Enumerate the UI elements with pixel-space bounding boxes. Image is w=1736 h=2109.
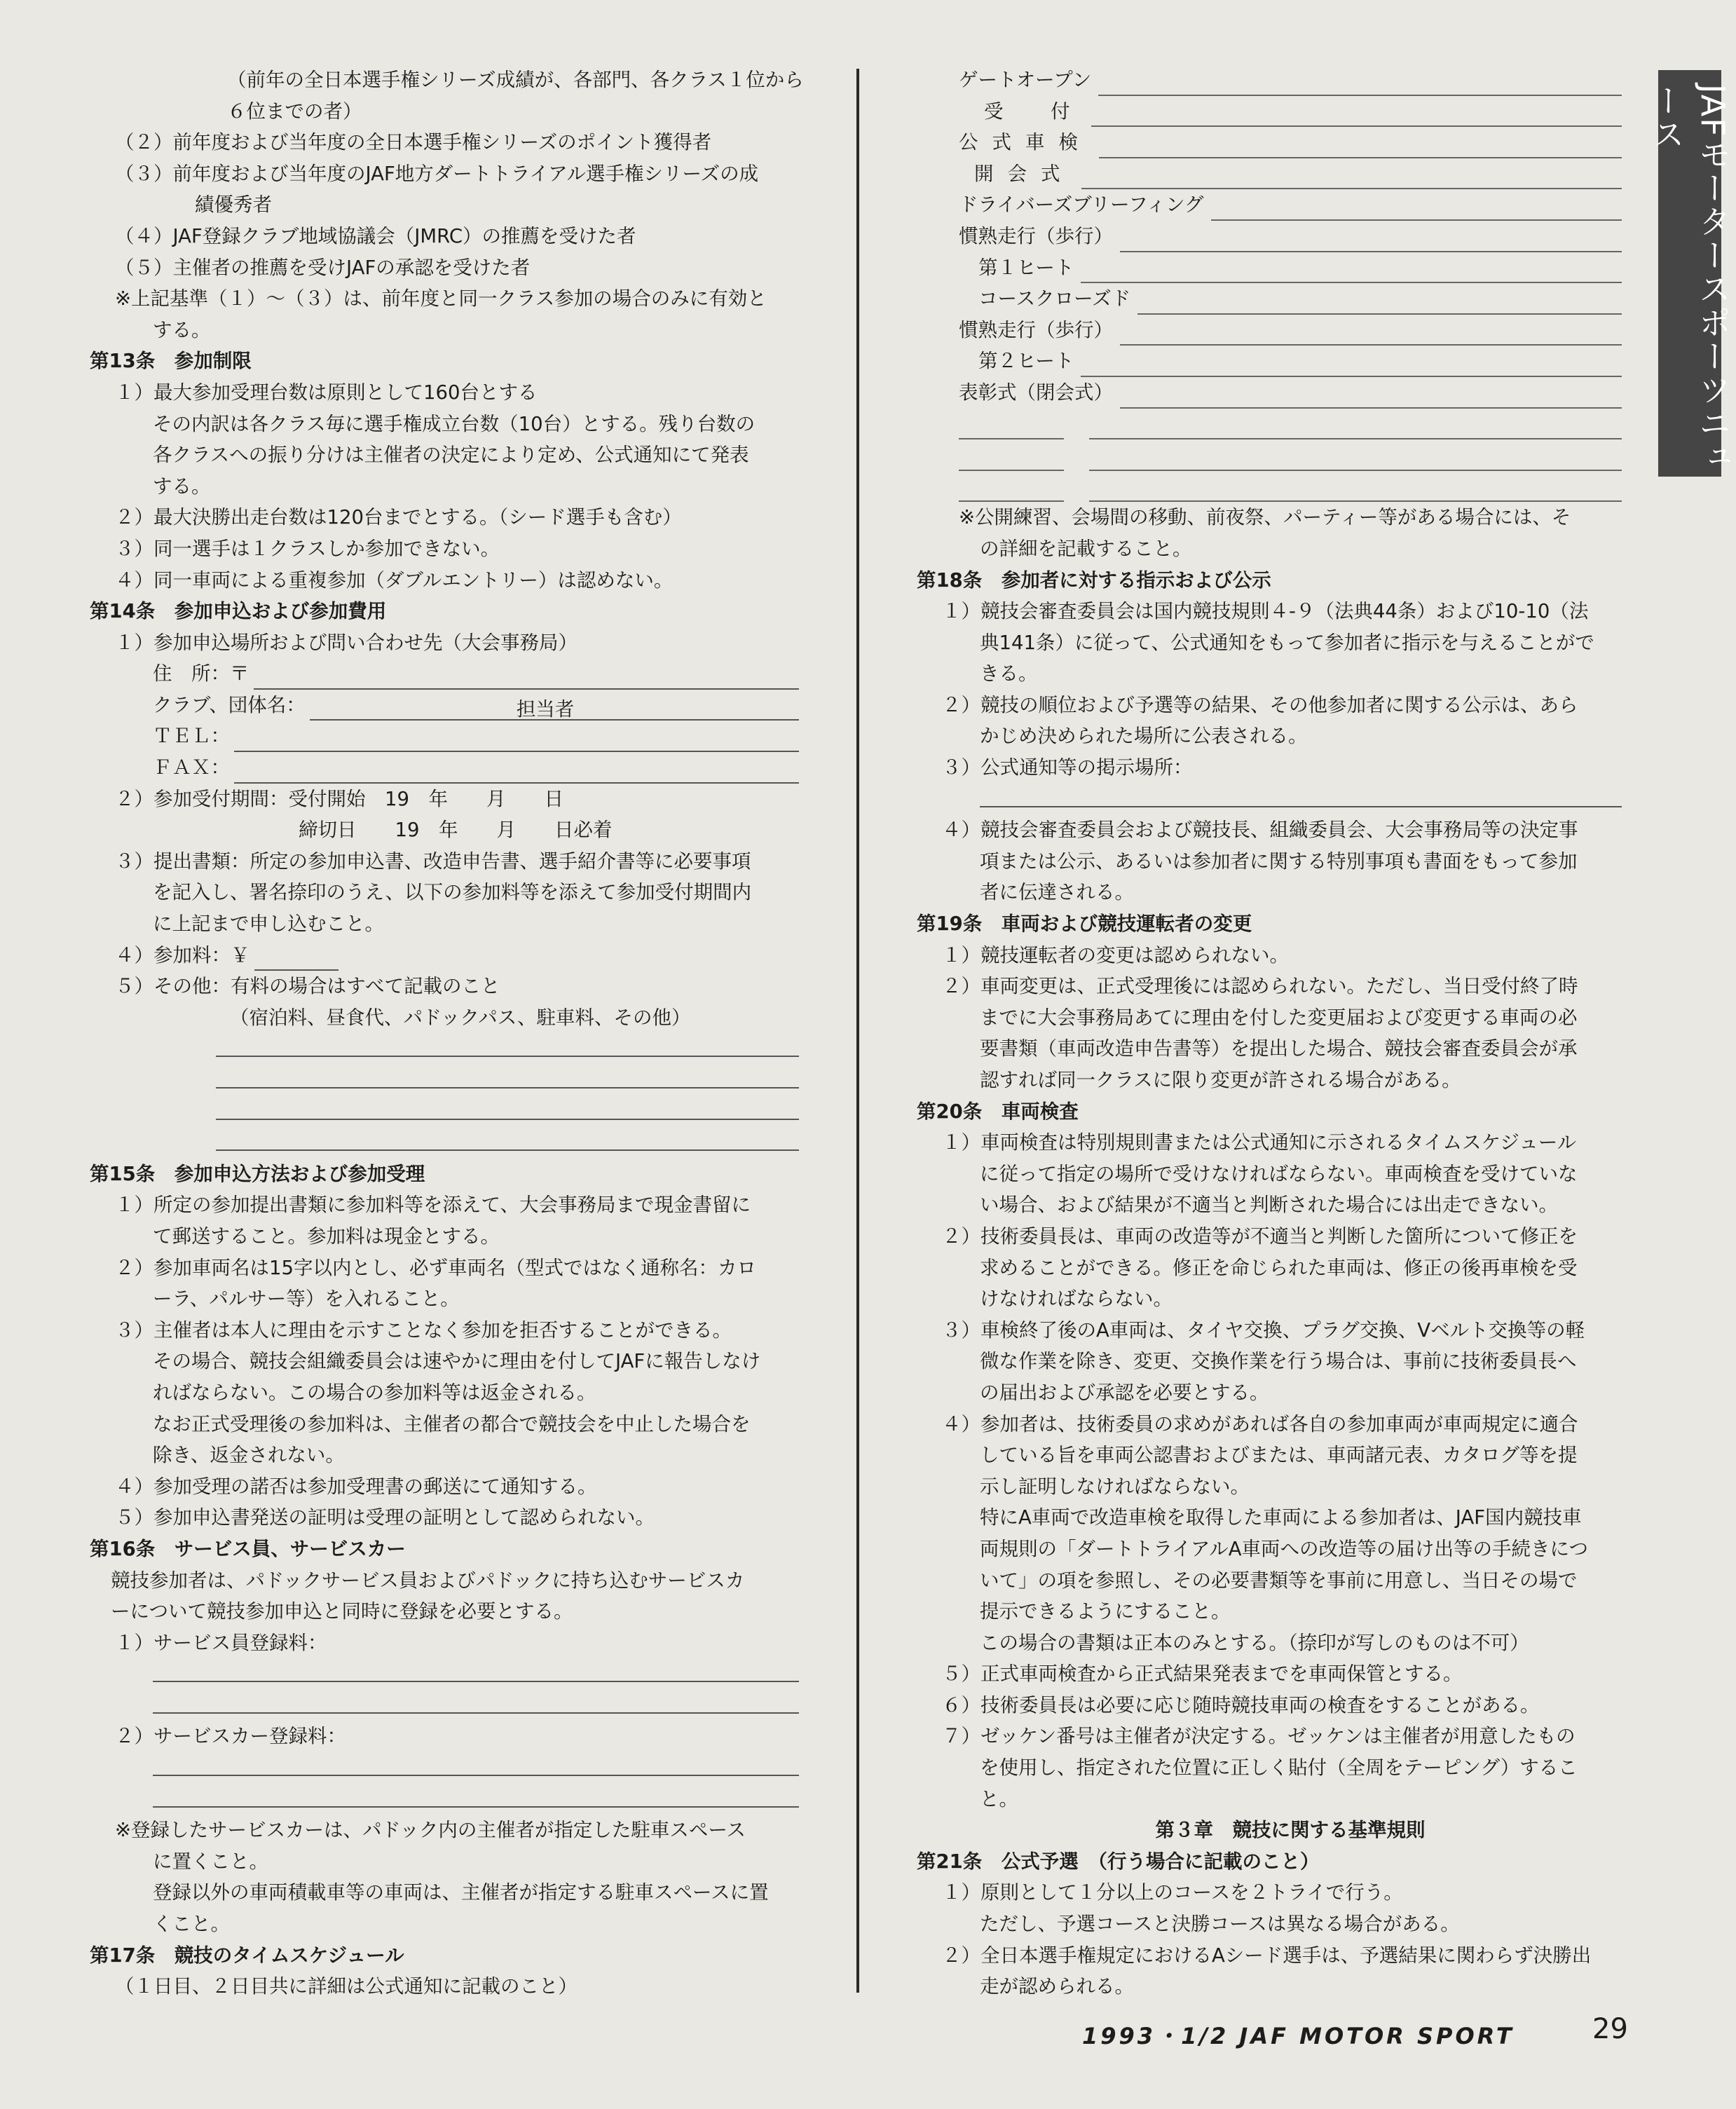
schedule-row[interactable] (917, 64, 1622, 96)
schedule-blank[interactable] (1099, 135, 1622, 158)
schedule-blank[interactable] (1081, 259, 1622, 283)
tel-label: ＴＥＬ： (153, 725, 230, 748)
text-line: ーについて競技参加申込と同時に登録を必要とする。 (111, 1600, 573, 1623)
schedule-row[interactable] (917, 409, 1622, 440)
text-line: 者に伝達される。 (980, 881, 1134, 904)
blank-line[interactable] (980, 784, 1622, 807)
fee-label: ４）参加料：￥ (115, 943, 250, 967)
schedule-row[interactable] (917, 439, 1622, 471)
text-line: （宿泊料、昼食代、パドックパス、駐車料、その他） (230, 1006, 691, 1029)
text-line: ればならない。この場合の参加料等は返金される。 (153, 1381, 596, 1404)
text-line: を使用し、指定された位置に正しく貼付（全周をテーピング）するこ (980, 1756, 1578, 1780)
text-line: ６位までの者） (227, 100, 362, 123)
text-line: に従って指定の場所で受けなければならない。車両検査を受けていな (980, 1162, 1578, 1185)
list-item: ３）同一選手は１クラスしか参加できない。 (115, 537, 500, 560)
club-field[interactable] (90, 690, 799, 721)
schedule-blank[interactable] (1089, 447, 1622, 471)
text-line: その場合、競技会組織委員会は速やかに理由を付してJAFに報告しなけ (153, 1350, 761, 1373)
text-line: 提示できるようにすること。 (980, 1600, 1231, 1623)
note: の詳細を記載すること。 (980, 537, 1192, 560)
list-item: ２）参加車両名は15字以内とし、必ず車両名（型式ではなく通称名：カロ (115, 1256, 756, 1279)
schedule-blank[interactable] (1091, 103, 1622, 127)
text-line: 微な作業を除き、変更、交換作業を行う場合は、事前に技術委員長へ (980, 1350, 1577, 1373)
schedule-item-blank[interactable] (959, 478, 1064, 502)
tel-field[interactable] (90, 721, 799, 752)
blank-line[interactable] (153, 1690, 799, 1714)
list-item: ５）その他：有料の場合はすべて記載のこと (115, 975, 500, 998)
chapter-heading: 第３章 競技に関する基準規則 (1155, 1819, 1426, 1842)
blank-line[interactable] (153, 1784, 799, 1808)
text-line: 績優秀者 (195, 193, 272, 217)
article-heading: 第15条 参加申込方法および参加受理 (90, 1162, 425, 1185)
fee-blank[interactable] (254, 947, 339, 971)
note: ※上記基準（１）〜（３）は、前年度と同一クラス参加の場合のみに有効と (115, 287, 767, 310)
list-item: （２）前年度および当年度の全日本選手権シリーズのポイント獲得者 (115, 131, 712, 154)
list-item: ３）主催者は本人に理由を示すことなく参加を拒否することができる。 (115, 1318, 732, 1342)
schedule-blank[interactable] (1211, 197, 1622, 221)
text-line: 除き、返金されない。 (153, 1444, 345, 1467)
list-item: １）原則として１分以上のコースを２トライで行う。 (942, 1881, 1403, 1904)
schedule-row[interactable] (917, 283, 1622, 315)
page-number: 29 (1592, 2013, 1628, 2045)
list-item: ２）全日本選手権規定におけるAシード選手は、予選結果に関わらず決勝出 (942, 1944, 1592, 1967)
right-column (917, 64, 1622, 2002)
blank-line[interactable] (216, 1096, 799, 1120)
text-line: 典141条）に従って、公式通知をもって参加者に指示を与えることがで (980, 631, 1594, 654)
article-heading: 第17条 競技のタイムスケジュール (90, 1944, 404, 1967)
list-item: ６）技術委員長は必要に応じ随時競技車両の検査をすることがある。 (942, 1693, 1540, 1716)
text-line: なお正式受理後の参加料は、主催者の都合で競技会を中止した場合を (153, 1412, 751, 1435)
schedule-row[interactable] (917, 346, 1622, 377)
list-item: ４）競技会審査委員会および競技長、組織委員会、大会事務局等の決定事 (942, 819, 1578, 842)
schedule-label: 慣熟走行（歩行） (959, 224, 1113, 247)
note: に置くこと。 (153, 1850, 268, 1873)
list-item: ７）ゼッケン番号は主催者が決定する。ゼッケンは主催者が用意したもの (942, 1725, 1576, 1748)
text-line: している旨を車両公認書およびまたは、車両諸元表、カタログ等を提 (980, 1444, 1578, 1467)
blank-line[interactable] (216, 1065, 799, 1088)
text-line: に上記まで申し込むこと。 (153, 913, 384, 936)
text-line: と。 (980, 1787, 1018, 1810)
schedule-blank[interactable] (1081, 165, 1622, 189)
schedule-blank[interactable] (1089, 478, 1622, 502)
text-line: 締切日 19 年 月 日必着 (299, 819, 613, 842)
list-item: ２）技術委員長は、車両の改造等が不適当と判断した箇所について修正を (942, 1224, 1578, 1248)
schedule-label: 公式車検 (959, 131, 1092, 154)
article-heading: 第21条 公式予選 （行う場合に記載のこと） (917, 1850, 1320, 1873)
article-heading: 第18条 参加者に対する指示および公示 (917, 568, 1271, 592)
list-item: ３）公式通知等の掲示場所： (942, 756, 1193, 779)
article-heading: 第20条 車両検査 (917, 1100, 1079, 1123)
schedule-label: 慣熟走行（歩行） (959, 318, 1113, 341)
schedule-label: コースクローズド (978, 287, 1131, 310)
schedule-blank[interactable] (1137, 291, 1622, 315)
schedule-row[interactable] (917, 377, 1622, 409)
blank-line[interactable] (216, 1033, 799, 1057)
text-line: 両規則の「ダートトライアルA車両への改造等の届け出等の手続きにつ (980, 1537, 1589, 1560)
note: ※公開練習、会場間の移動、前夜祭、パーティー等がある場合には、そ (959, 506, 1571, 529)
fax-blank[interactable] (234, 760, 799, 784)
text-line: ーラ、パルサー等）を入れること。 (153, 1288, 460, 1311)
schedule-label: ゲートオープン (959, 69, 1092, 91)
schedule-blank[interactable] (1120, 385, 1622, 409)
article-heading: 第14条 参加申込および参加費用 (90, 600, 387, 623)
list-item: ４）参加受理の諾否は参加受理書の郵送にて通知する。 (115, 1475, 597, 1498)
schedule-item-blank[interactable] (959, 447, 1064, 471)
text-line: けなければならない。 (980, 1288, 1173, 1311)
schedule-label: 第２ヒート (978, 350, 1074, 373)
list-item: ３）車検終了後のA車両は、タイヤ交換、プラグ交換、Vベルト交換等の軽 (942, 1318, 1585, 1342)
text-line: する。 (153, 475, 211, 498)
blank-line[interactable] (153, 1752, 799, 1776)
text-line: きる。 (980, 662, 1038, 685)
address-field[interactable] (90, 658, 799, 690)
text-line: を記入し、署名捺印のうえ、以下の参加料等を添えて参加受付期間内 (153, 881, 752, 904)
note: する。 (153, 318, 211, 341)
note: ※登録したサービスカーは、パドック内の主催者が指定した駐車スペース (115, 1819, 746, 1842)
magazine-footer: 1993・1/2 JAF MOTOR SPORT (1082, 2023, 1515, 2049)
schedule-blank[interactable] (1089, 416, 1622, 439)
schedule-row[interactable] (917, 221, 1622, 252)
text-line: （前年の全日本選手権シリーズ成績が、各部門、各クラス１位から (227, 69, 804, 91)
note: くこと。 (153, 1913, 230, 1936)
schedule-blank[interactable] (1098, 72, 1622, 96)
list-item: １）競技会審査委員会は国内競技規則４-９（法典44条）および10-10（法 (942, 600, 1589, 623)
list-item: ２）最大決勝出走台数は120台までとする。（シード選手も含む） (115, 506, 682, 529)
fax-field[interactable] (90, 752, 799, 784)
list-item: １）競技運転者の変更は認められない。 (942, 943, 1289, 967)
schedule-label: 表彰式（閉会式） (959, 381, 1113, 404)
club-label: クラブ、団体名： (153, 693, 306, 716)
text-line: その内訳は各クラス毎に選手権成立台数（10台）とする。残り台数の (153, 412, 756, 435)
staff-label: 担当者 (516, 697, 575, 721)
text-line: て郵送すること。参加料は現金とする。 (153, 1224, 500, 1248)
list-item: （４）JAF登録クラブ地域協議会（JMRC）の推薦を受けた者 (115, 224, 636, 247)
text-line: 競技参加者は、パドックサービス員およびパドックに持ち込むサービスカ (111, 1569, 745, 1592)
address-label: 住 所：〒 (153, 662, 250, 685)
column-divider (856, 69, 859, 1993)
note: 登録以外の車両積載車等の車両は、主催者が指定する駐車スペースに置 (153, 1881, 769, 1904)
schedule-label: 受 付 (984, 100, 1084, 123)
list-item: ２）競技の順位および予選等の結果、その他参加者に関する公示は、あら (942, 693, 1578, 716)
section-tab-label: JAFモータースポーツニュース (1648, 84, 1732, 475)
schedule-row[interactable] (917, 315, 1622, 346)
list-item: ２）車両変更は、正式受理後には認められない。ただし、当日受付終了時 (942, 975, 1578, 998)
text-line: いて」の項を参照し、その必要書類等を事前に用意し、当日その場で (980, 1569, 1578, 1592)
schedule-blank[interactable] (1120, 322, 1622, 346)
schedule-blank[interactable] (1120, 228, 1622, 252)
schedule-label: ドライバーズブリーフィング (959, 193, 1204, 217)
tel-blank[interactable] (234, 728, 799, 752)
club-blank[interactable] (310, 697, 799, 721)
schedule-row[interactable] (917, 252, 1622, 284)
schedule-row[interactable] (917, 189, 1622, 221)
article-heading: 第13条 参加制限 (90, 350, 252, 373)
text-line: 求めることができる。修正を命じられた車両は、修正の後再車検を受 (980, 1256, 1578, 1279)
text-line: 示し証明しなければならない。 (980, 1475, 1250, 1498)
schedule-blank[interactable] (1081, 353, 1622, 377)
schedule-label: 開会式 (974, 162, 1074, 185)
list-item: ２）サービスカー登録料： (115, 1725, 346, 1748)
text-line: かじめ決められた場所に公表される。 (980, 725, 1308, 748)
section-tab (1648, 70, 1732, 477)
text-line: 走が認められる。 (980, 1975, 1134, 1998)
list-item: １）参加申込場所および問い合わせ先（大会事務局） (115, 631, 577, 654)
schedule-row[interactable] (917, 96, 1622, 128)
text-line: の届出および承認を必要とする。 (980, 1381, 1269, 1404)
list-item: （３）前年度および当年度のJAF地方ダートトライアル選手権シリーズの成 (115, 162, 759, 185)
schedule-row[interactable] (917, 471, 1622, 503)
text-line: までに大会事務局あてに理由を付した変更届および変更する車両の必 (980, 1006, 1578, 1029)
list-item: ４）同一車両による重複参加（ダブルエントリー）は認めない。 (115, 568, 674, 592)
text-line: この場合の書類は正本のみとする。（捺印が写しのものは不可） (980, 1631, 1529, 1654)
list-item: ２）参加受付期間：受付開始 19 年 月 日 (115, 787, 563, 810)
schedule-item-blank[interactable] (959, 416, 1064, 439)
text-line: 要書類（車両改造申告書等）を提出した場合、競技会審査委員会が承 (980, 1037, 1578, 1060)
schedule-row[interactable] (917, 158, 1622, 190)
address-blank[interactable] (254, 666, 800, 690)
text-line: 各クラスへの振り分けは主催者の決定により定め、公式通知にて発表 (153, 444, 749, 467)
list-item: ５）正式車両検査から正式結果発表までを車両保管とする。 (942, 1663, 1463, 1686)
schedule-label: 第１ヒート (978, 256, 1074, 279)
text-line: 認すれば同一クラスに限り変更が許される場合がある。 (980, 1069, 1461, 1091)
text-line: 項または公示、あるいは参加者に関する特別事項も書面をもって参加 (980, 849, 1578, 873)
fee-field[interactable] (90, 940, 799, 971)
list-item: １）所定の参加提出書類に参加料等を添えて、大会事務局まで現金書留に (115, 1194, 751, 1217)
list-item: （５）主催者の推薦を受けJAFの承認を受けた者 (115, 256, 531, 279)
list-item: １）最大参加受理台数は原則として160台とする (115, 381, 538, 404)
list-item: ５）参加申込書発送の証明は受理の証明として認められない。 (115, 1506, 655, 1529)
list-item: ３）提出書類：所定の参加申込書、改造申告書、選手紹介書等に必要事項 (115, 849, 751, 873)
text-line: ただし、予選コースと決勝コースは異なる場合がある。 (980, 1913, 1460, 1936)
blank-line[interactable] (216, 1127, 799, 1151)
schedule-row[interactable] (917, 127, 1622, 158)
text-line: 特にA車両で改造車検を取得した車両による参加者は、JAF国内競技車 (980, 1506, 1582, 1529)
article-heading: 第19条 車両および競技運転者の変更 (917, 913, 1252, 936)
list-item: ４）参加者は、技術委員の求めがあれば各自の参加車両が車両規定に適合 (942, 1412, 1578, 1435)
blank-line[interactable] (153, 1658, 799, 1682)
fax-label: ＦＡＸ： (153, 756, 230, 779)
left-column (90, 64, 804, 2002)
article-heading: 第16条 サービス員、サービスカー (90, 1537, 406, 1560)
list-item: １）車両検査は特別規則書または公式通知に示されるタイムスケジュール (942, 1131, 1577, 1154)
text-line: い場合、および結果が不適当と判断された場合には出走できない。 (980, 1194, 1558, 1217)
list-item: １）サービス員登録料： (115, 1631, 327, 1654)
text-line: （１日目、２日目共に詳細は公式通知に記載のこと） (115, 1975, 577, 1998)
